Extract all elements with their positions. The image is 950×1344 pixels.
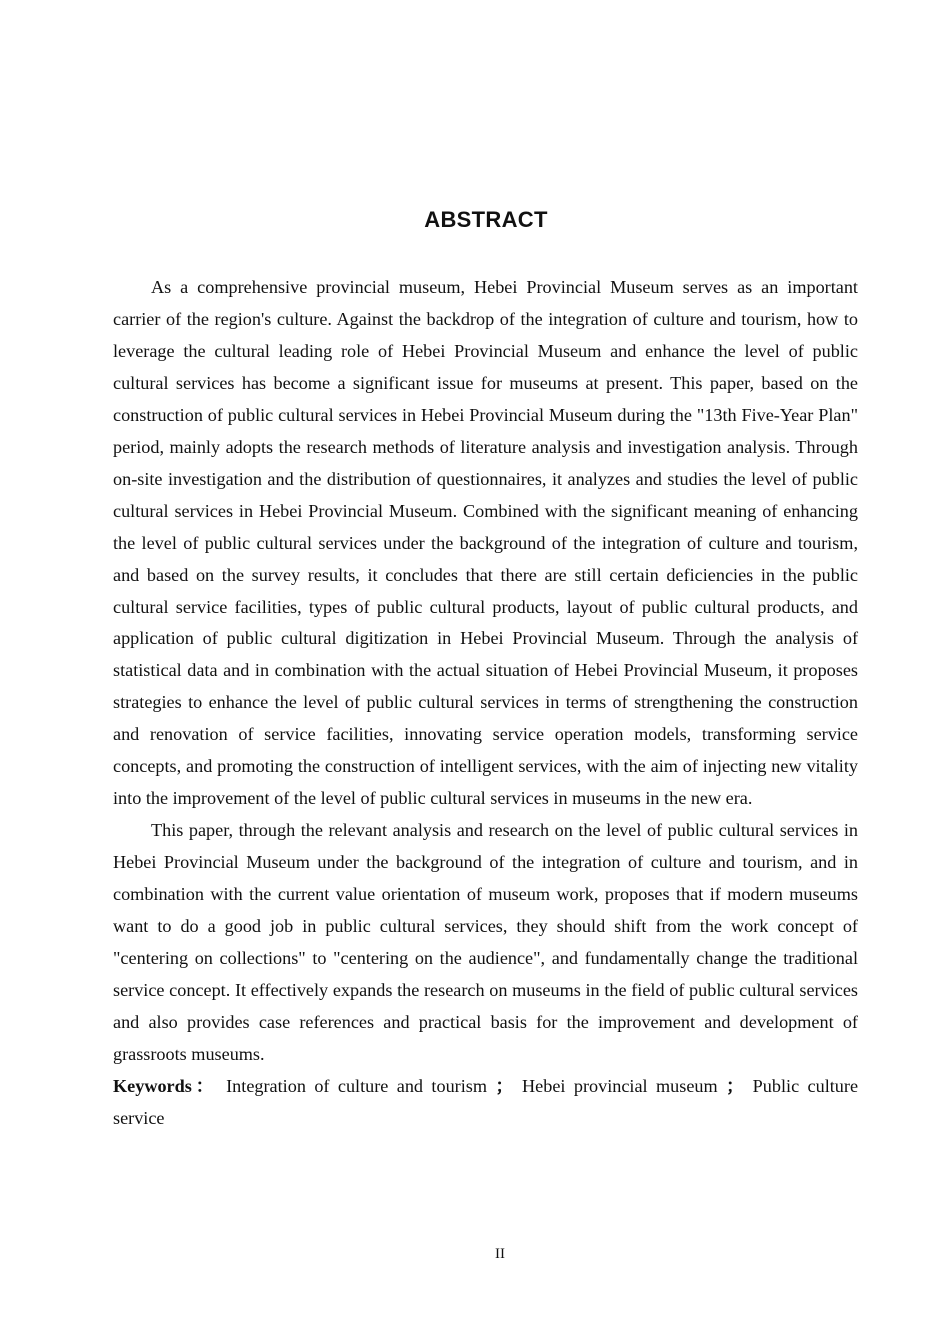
keyword-item: Public culture service [113, 1075, 859, 1128]
keyword-item: Hebei provincial museum [522, 1075, 718, 1096]
keywords-label-separator: ： [191, 1075, 218, 1096]
page-number: II [495, 1246, 505, 1262]
keyword-separator: ； [495, 1075, 514, 1096]
abstract-body [113, 272, 858, 1135]
keywords-label: Keywords [113, 1075, 192, 1096]
keyword-separator: ； [726, 1075, 745, 1096]
abstract-paragraph-2: This paper, through the relevant analysis and research on the level of public cultural services in Hebei Provincial Museum under the background of the integration of culture and tourism, and in combination with the current value orientation of museum work, proposes that if modern museums want to do a good job in public cultural services, they should shift from the work concept of "centering on collections" to "centering on the audience", and fundamentally change the traditional service concept. It effectively expands the research on museums in the field of public cultural services and also provides case references and practical basis for the improvement and development of grassroots museums. [113, 820, 858, 1064]
abstract-paragraph-1: As a comprehensive provincial museum, Hebei Provincial Museum serves as an important carrier of the region's culture. Against the backdrop of the integration of culture and tourism, how to leverage the cultural leading role of Hebei Provincial Museum and enhance the level of public cultural services has become a significant issue for museums at present. This paper, based on the construction of public cultural services in Hebei Provincial Museum during the "13th Five-Year Plan" period, mainly adopts the research methods of literature analysis and investigation analysis. Through on-site investigation and the distribution of questionnaires, it analyzes and studies the level of public cultural services in Hebei Provincial Museum. Combined with the significant meaning of enhancing the level of public cultural services under the background of the integration of culture and tourism, and based on the survey results, it concludes that there are still certain deficiencies in the public cultural service facilities, types of public cultural products, layout of public cultural products, and application of public cultural digitization in Hebei Provincial Museum. Through the analysis of statistical data and in combination with the actual situation of Hebei Provincial Museum, it proposes strategies to enhance the level of public cultural services in terms of strengthening the construction and renovation of service facilities, innovating service operation models, transforming service concepts, and promoting the construction of intelligent services, with the aim of injecting new vitality into the improvement of the level of public cultural services in museums in the new era. [113, 277, 858, 809]
keyword-item: Integration of culture and tourism [226, 1075, 488, 1096]
keywords-line [113, 1071, 858, 1135]
abstract-title: ABSTRACT [424, 207, 548, 232]
